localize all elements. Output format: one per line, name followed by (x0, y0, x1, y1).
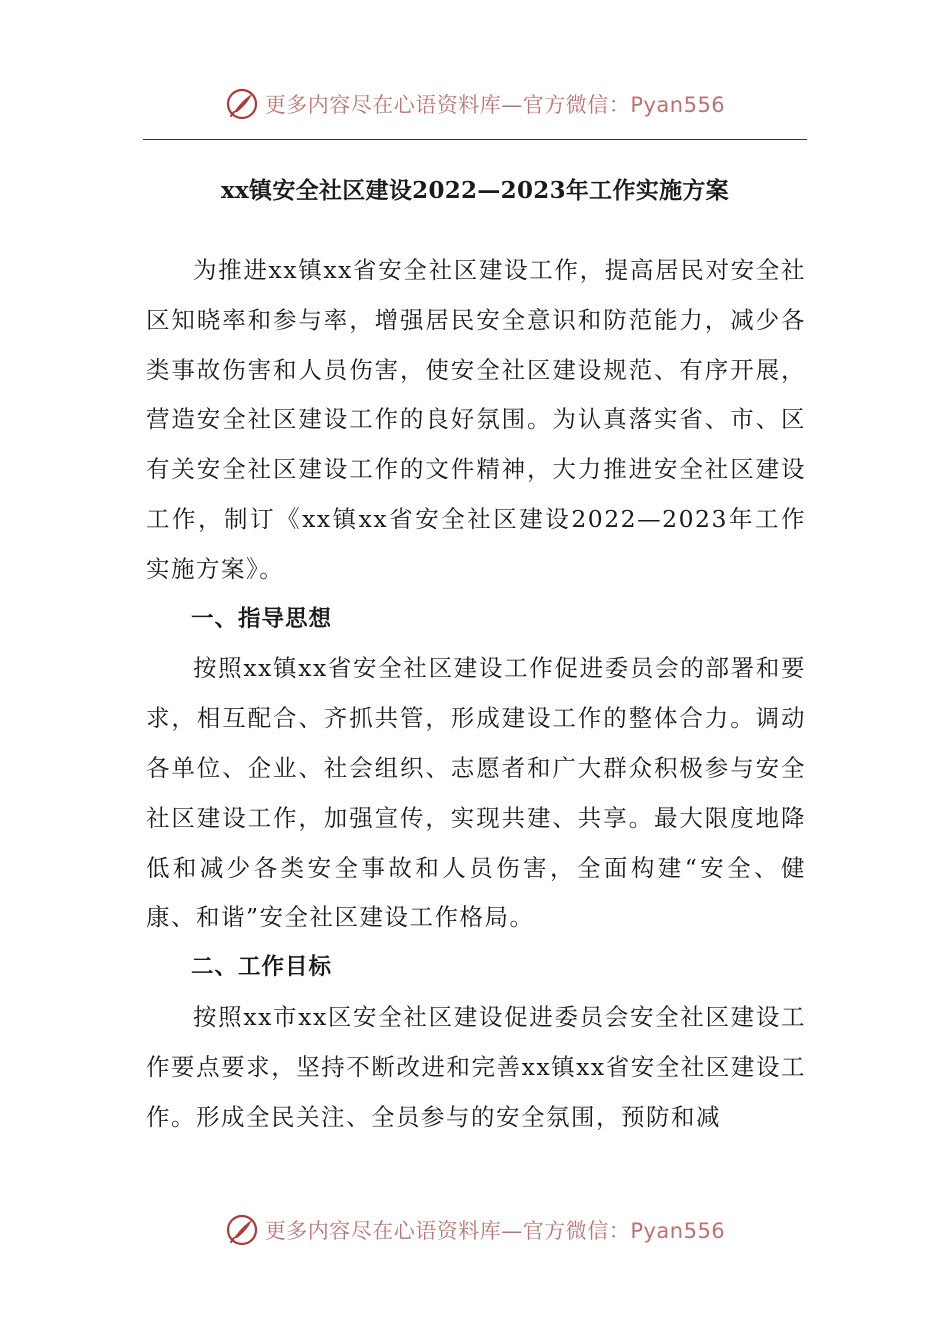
banner-text (265, 89, 725, 119)
section-heading-work-goals: 二、工作目标 (191, 954, 333, 981)
quill-pen-logo-icon (225, 87, 259, 121)
section-paragraph-work-goals: 按照xx市xx区安全社区建设促进委员会安全社区建设工作要点要求，坚持不断改进和完善xx镇xx省安全社区建设工作。形成全民关注、全员参与的安全氛围，预防和减 (146, 1002, 806, 1131)
quill-pen-logo-icon (225, 1213, 259, 1247)
document-title: xx镇安全社区建设2022—2023年工作实施方案 (221, 177, 729, 204)
document-body (146, 246, 806, 1142)
banner-wechat-id: Pyan556 (630, 93, 726, 117)
section-paragraph-guiding-ideology: 按照xx镇xx省安全社区建设工作促进委员会的部署和要求，相互配合、齐抓共管，形成建设工作的整体合力。调动各单位、企业、社会组织、志愿者和广大群众积极参与安全社区建设工作，加强宣传，实现共建、共享。最大限度地降低和减少各类安全事故和人员伤害，全面构建“安全、健康、和谐”安全社区建设工作格局。 (146, 654, 806, 932)
footer-banner (0, 1210, 950, 1250)
banner-slogan: 更多内容尽在心语资料库—官方微信： (264, 93, 631, 117)
banner-slogan: 更多内容尽在心语资料库—官方微信： (264, 1219, 631, 1243)
header-divider (143, 139, 807, 140)
intro-paragraph: 为推进xx镇xx省安全社区建设工作，提高居民对安全社区知晓率和参与率，增强居民安全意识和防范能力，减少各类事故伤害和人员伤害，使安全社区建设规范、有序开展，营造安全社区建设工作的良好氛围。为认真落实省、市、区有关安全社区建设工作的文件精神，大力推进安全社区建设工作，制订《xx镇xx省安全社区建设2022—2023年工作实施方案》。 (146, 256, 806, 583)
banner-wechat-id: Pyan556 (630, 1219, 726, 1243)
section-heading-guiding-ideology: 一、指导思想 (191, 605, 333, 632)
banner-text (265, 1215, 725, 1245)
header-banner (0, 84, 950, 124)
